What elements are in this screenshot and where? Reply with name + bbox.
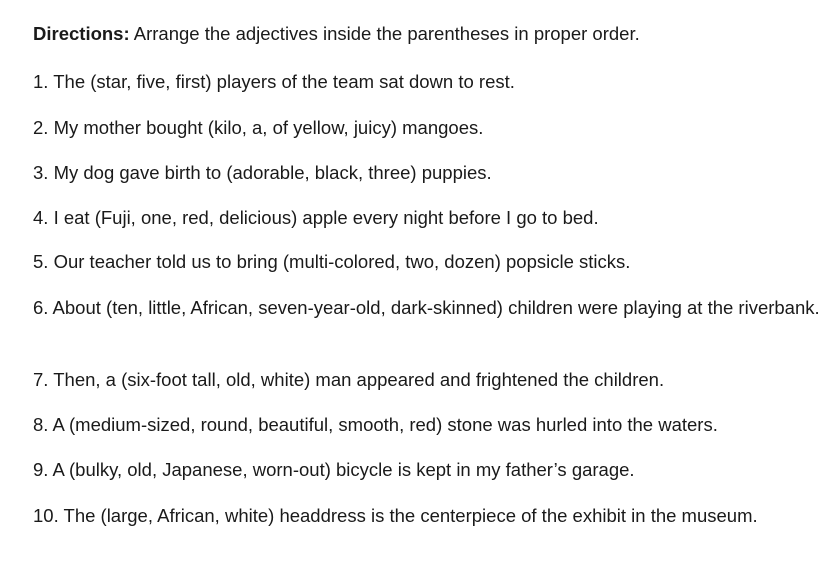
exercise-item-1: 1. The (star, five, first) players of the team sat down to rest.: [33, 71, 515, 92]
exercise-item-9: 9. A (bulky, old, Japanese, worn-out) bicycle is kept in my father’s garage.: [33, 459, 635, 480]
exercise-item-5: 5. Our teacher told us to bring (multi-colored, two, dozen) popsicle sticks.: [33, 251, 631, 272]
exercise-item-10: 10. The (large, African, white) headdress is the centerpiece of the exhibit in the museum.: [33, 505, 758, 526]
directions-label: Directions:: [33, 23, 130, 44]
exercise-item-2: 2. My mother bought (kilo, a, of yellow, juicy) mangoes.: [33, 117, 484, 138]
exercise-item-6: 6. About (ten, little, African, seven-year-old, dark-skinned) children were playing at the riverbank.: [33, 297, 820, 318]
exercise-item-7: 7. Then, a (six-foot tall, old, white) man appeared and frightened the children.: [33, 369, 665, 390]
exercise-item-8: 8. A (medium-sized, round, beautiful, smooth, red) stone was hurled into the waters.: [33, 414, 718, 435]
exercise-item-4: 4. I eat (Fuji, one, red, delicious) apple every night before I go to bed.: [33, 207, 599, 228]
directions-text: Arrange the adjectives inside the parentheses in proper order.: [133, 23, 640, 44]
directions: [33, 21, 640, 47]
exercise-item-3: 3. My dog gave birth to (adorable, black, three) puppies.: [33, 162, 492, 183]
